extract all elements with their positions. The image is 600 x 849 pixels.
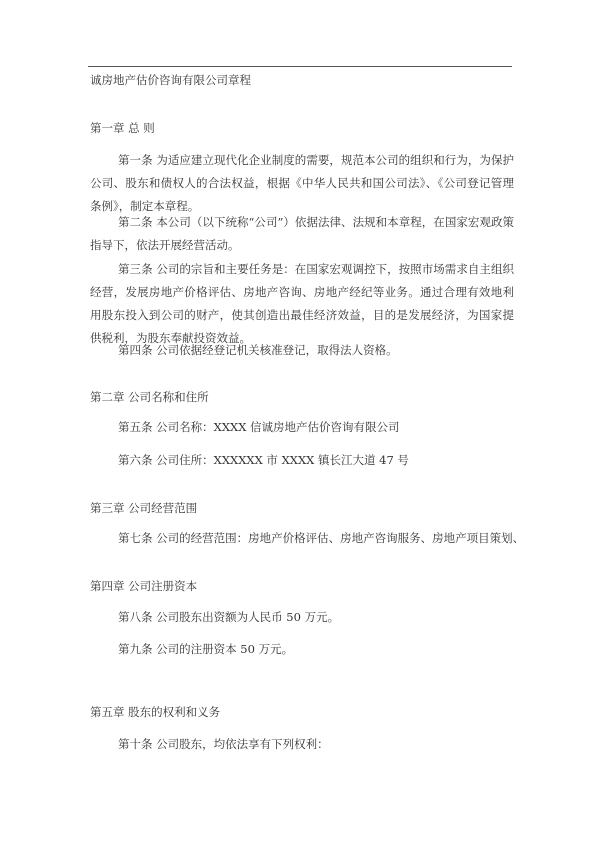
article-10: 第十条 公司股东，均依法享有下列权利： xyxy=(118,737,329,751)
article-8: 第八条 公司股东出资额为人民币 50 万元。 xyxy=(118,610,340,624)
article-3: 第三条 公司的宗旨和主要任务是：在国家宏观调控下，按照市场需求自主组织经营，发展房地产价格评估、房地产咨询、房地产经纪等业务。通过合理有效地利用股东投入到公司的财产，使其创造出最佳经济效益，目的是发展经济，为国家提供税利，为股东奉献投资效益。 xyxy=(90,262,514,345)
article-4: 第四条 公司依据经登记机关核准登记，取得法人资格。 xyxy=(118,343,398,357)
article-5: 第五条 公司名称：XXXX 信诚房地产估价咨询有限公司 xyxy=(118,420,400,434)
article-9: 第九条 公司的注册资本 50 万元。 xyxy=(118,642,294,656)
chapter-3-heading: 第三章 公司经营范围 xyxy=(90,501,198,515)
chapter-2-heading: 第二章 公司名称和住所 xyxy=(90,390,209,404)
chapter-1-heading: 第一章 总 则 xyxy=(90,121,155,135)
article-1: 第一条 为适应建立现代化企业制度的需要，规范本公司的组织和行为，为保护公司、股东和债权人的合法权益，根据《中华人民共和国公司法》、《公司登记管理条例》，制定本章程。 xyxy=(90,153,514,213)
chapter-4-heading: 第四章 公司注册资本 xyxy=(90,579,198,593)
chapter-5-heading: 第五章 股东的权利和义务 xyxy=(90,705,221,719)
document-title: 诚房地产估价咨询有限公司章程 xyxy=(90,73,251,87)
article-7: 第七条 公司的经营范围：房地产价格评估、房地产咨询服务、房地产项目策划、 xyxy=(118,531,525,545)
article-2: 第二条 本公司（以下统称“公司”）依据法律、法规和本章程，在国家宏观政策指导下，依法开展经营活动。 xyxy=(90,215,514,252)
header-rule xyxy=(88,66,512,67)
article-6: 第六条 公司住所：XXXXXX 市 XXXX 镇长江大道 47 号 xyxy=(118,453,409,467)
